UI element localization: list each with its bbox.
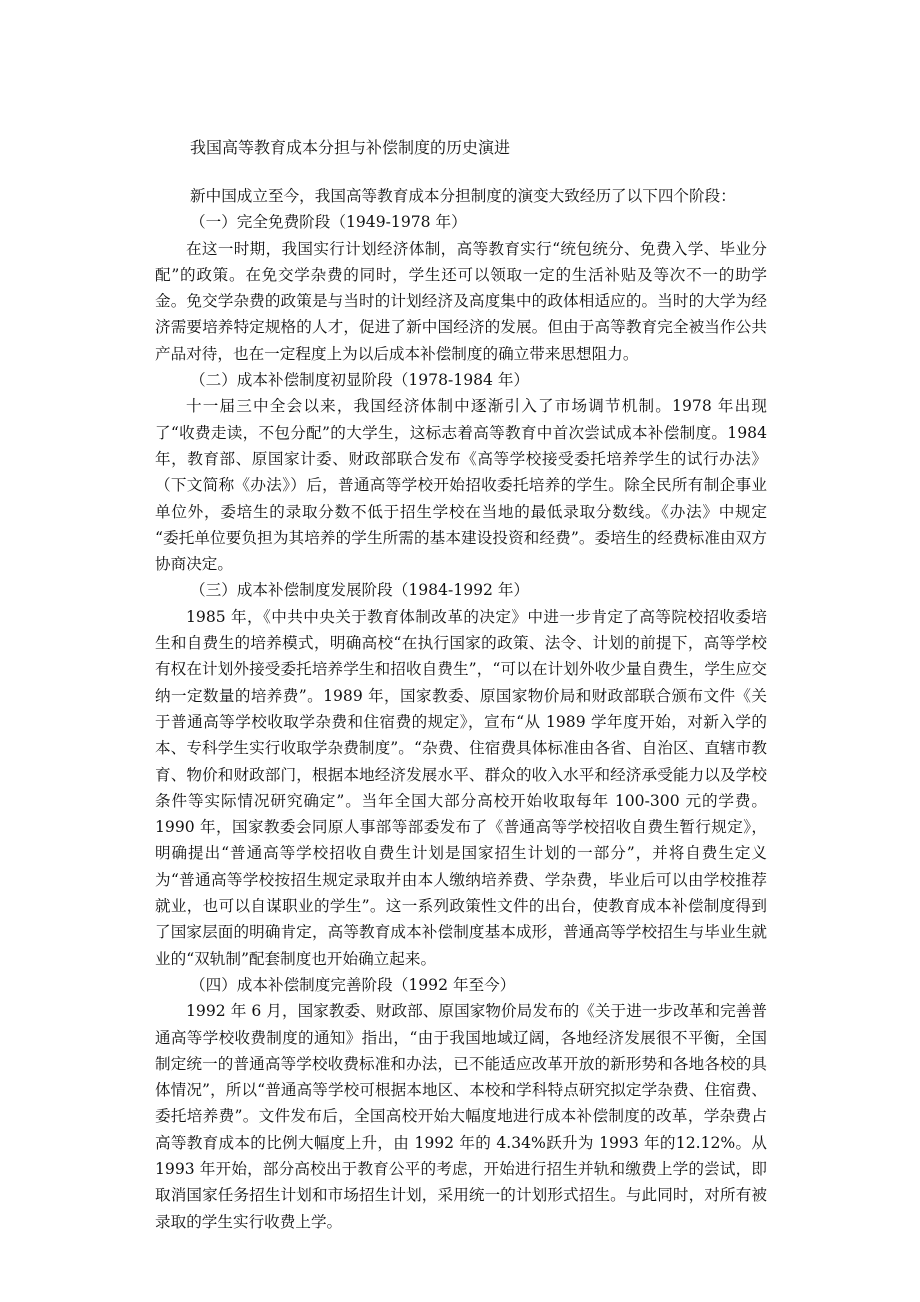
section-body-2: 十一届三中全会以来，我国经济体制中逐渐引入了市场调节机制。1978 年出现了“收费走读，不包分配”的大学生，这标志着高等教育中首次尝试成本补偿制度。1984 年，教育部、原国家计委、财政部联合发布《高等学校接受委托培养学生的试行办法》（下文简称《办法》）后，普通高等学校开始招收委托培养的学生。除全民所有制企事业单位外，委培生的录取分数不低于招生学校在当地的最低录取分数线。《办法》中规定 “委托单位要负担为其培养的学生所需的基本建设投资和经费”。委培生的经费标准由双方协商决定。: [155, 397, 767, 574]
section-body-3: 1985 年，《中共中央关于教育体制改革的决定》中进一步肯定了高等院校招收委培生和自费生的培养模式，明确高校“在执行国家的政策、法令、计划的前提下，高等学校有权在计划外接受委托培养学生和招收自费生”，“可以在计划外收少量自费生，学生应交纳一定数量的培养费”。1989 年，国家教委、原国家物价局和财政部联合颁布文件《关于普通高等学校收取学杂费和住宿费的规定》，宣布“从 1989 学年度开始，对新入学的本、专科学生实行收取学杂费制度”。“杂费、住宿费具体标准由各省、自治区、直辖市教育、物价和财政部门，根据本地经济发展水平、群众的收入水平和经济承受能力以及学校条件等实际情况研究确定”。当年全国大部分高校开始收取每年 100-300 元的学费。1990 年，国家教委会同原人事部等部委发布了《普通高等学校招收自费生暂行规定》，明确提出“普通高等学校招收自费生计划是国家招生计划的一部分”，并将自费生定义为“普通高等学校按招生规定录取并由本人缴纳培养费、学杂费，毕业后可以由学校推荐就业，也可以自谋职业的学生”。这一系列政策性文件的出台，使教育成本补偿制度得到了国家层面的明确肯定，高等教育成本补偿制度基本成形，普通高等学校招生与毕业生就业的“双轨制”配套制度也开始确立起来。: [155, 607, 767, 968]
section-heading-1: （一）完全免费阶段（1949-1978 年）: [190, 213, 467, 232]
section-body-1: 在这一时期，我国实行计划经济体制，高等教育实行“统包统分、免费入学、毕业分配”的政策。在免交学杂费的同时，学生还可以领取一定的生活补贴及等次不一的助学金。免交学杂费的政策是与当时的计划经济及高度集中的政体相适应的。当时的大学为经济需要培养特定规格的人才，促进了新中国经济的发展。但由于高等教育完全被当作公共产品对待，也在一定程度上为以后成本补偿制度的确立带来思想阻力。: [155, 239, 767, 363]
section-heading-2: （二）成本补偿制度初显阶段（1978-1984 年）: [190, 371, 530, 390]
section-body-4: 1992 年 6 月，国家教委、财政部、原国家物价局发布的《关于进一步改革和完善普通高等学校收费制度的通知》指出，“由于我国地域辽阔，各地经济发展很不平衡，全国制定统一的普通高等学校收费标准和办法，已不能适应改革开放的新形势和各地各校的具体情况”，所以“普通高等学校可根据本地区、本校和学科特点研究拟定学杂费、住宿费、委托培养费”。文件发布后，全国高校开始大幅度地进行成本补偿制度的改革，学杂费占高等教育成本的比例大幅度上升，由 1992 年的 4.34%跃升为 1993 年的12.12%。从 1993 年开始，部分高校出于教育公平的考虑，开始进行招生并轨和缴费上学的尝试，即取消国家任务招生计划和市场招生计划，采用统一的计划形式招生。与此同时，对所有被录取的学生实行收费上学。: [155, 1002, 767, 1231]
section-heading-4: （四）成本补偿制度完善阶段（1992 年至今）: [190, 975, 516, 994]
document-title: 我国高等教育成本分担与补偿制度的历史演进: [190, 138, 511, 157]
section-heading-3: （三）成本补偿制度发展阶段（1984-1992 年）: [190, 581, 530, 600]
document-body: [155, 183, 767, 1235]
intro-paragraph: 新中国成立至今，我国高等教育成本分担制度的演变大致经历了以下四个阶段：: [190, 187, 736, 205]
